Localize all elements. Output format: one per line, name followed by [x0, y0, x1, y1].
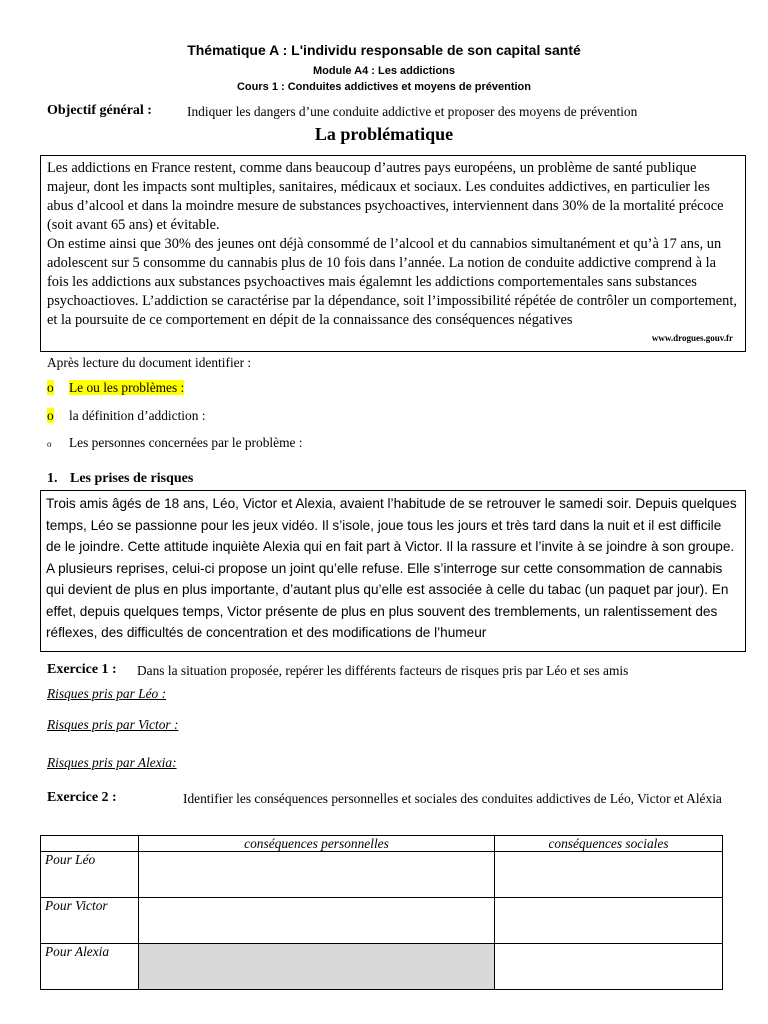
section-number: 1.	[47, 471, 58, 486]
objective-label: Objectif général :	[47, 103, 152, 118]
table-row	[41, 898, 723, 944]
answer-cell-personal[interactable]	[139, 898, 495, 944]
risk-leo: Risques pris par Léo :	[47, 686, 167, 701]
instruction-text: la définition d’addiction :	[69, 408, 206, 423]
section-heading: Les prises de risques	[70, 471, 194, 486]
bullet-icon: o	[47, 380, 54, 395]
bullet-icon: o	[47, 439, 52, 449]
answer-cell-social[interactable]	[495, 898, 723, 944]
answer-cell-personal[interactable]	[139, 852, 495, 898]
exercise-2-text: Identifier les conséquences personnelles et sociales des conduites addictives de Léo, Victor et Aléxia	[183, 791, 722, 806]
table-row	[41, 852, 723, 898]
instruction-text: Le ou les problèmes :	[69, 380, 185, 395]
scenario-box: Trois amis âgés de 18 ans, Léo, Victor et Alexia, avaient l’habitude de se retrouver le samedi soir. Depuis quelques temps, Léo se passionne pour les jeux vidéo. Il s’isole, joue tous les jours et très tard dans la nuit et il est difficile de le joindre. Cette attitude inquiète Alexia qui en fait part à Victor. Il la rassure et l’invite à se joindre à son groupe. A plusieurs reprises, celui-ci propose un joint qu’elle refuse. Elle s’interroge sur cette consommation de cannabis qui devient de plus en plus importante, d’autant plus qu’elle est associée à celle du tabac (un paquet par jour). En effet, depuis quelques temps, Victor présente de plus en plus souvent des tremblements, un ralentissement des réflexes, des difficultés de concentration et des modifications de l’humeur	[40, 490, 746, 652]
answer-cell-personal[interactable]	[139, 944, 495, 990]
section-title: La problématique	[314, 124, 454, 144]
risk-victor: Risques pris par Victor :	[47, 717, 179, 732]
instruction-item	[47, 380, 184, 396]
exercise-1-text: Dans la situation proposée, repérer les différents facteurs de risques pris par Léo et ses amis	[137, 663, 629, 678]
module-title: Module A4 : Les addictions	[313, 65, 455, 77]
row-label: Pour Léo	[41, 852, 139, 898]
table-header-row	[41, 836, 723, 852]
table-header: conséquences personnelles	[139, 836, 495, 852]
document-paragraph-2: On estime ainsi que 30% des jeunes ont déjà consommé de l’alcool et du cannabios simultanément et qu’à 17 ans, un adolescent sur 5 consomme du cannabis plus de 10 fois dans l’année. La notion de conduite addictive comprend à la fois les addictions aux substances psychoactives mais égalemnt les addictions comportementales sans substances psychoactioves. L’addiction se caractérise par la dépendance, soit l’impossibilité répétée de contrôler un comportement, et la poursuite de ce comportement en dépit de la connaissance des conséquences négatives	[47, 236, 737, 328]
answer-cell-social[interactable]	[495, 944, 723, 990]
document-box	[40, 155, 746, 352]
instruction-item	[47, 435, 303, 451]
course-title: Cours 1 : Conduites addictives et moyens de prévention	[236, 81, 531, 93]
table-header	[41, 836, 139, 852]
theme-title: Thématique A : L'individu responsable de son capital santé	[187, 42, 581, 58]
table-header: conséquences sociales	[495, 836, 723, 852]
bullet-icon: o	[47, 408, 54, 423]
instructions-intro: Après lecture du document identifier :	[47, 355, 252, 370]
instruction-text: Les personnes concernées par le problème :	[69, 435, 303, 450]
document-source: www.drogues.gouv.fr	[651, 333, 733, 343]
objective-text: Indiquer les dangers d’une conduite addictive et proposer des moyens de prévention	[187, 104, 638, 119]
table-row	[41, 944, 723, 990]
row-label: Pour Victor	[41, 898, 139, 944]
exercise-2-label: Exercice 2 :	[47, 790, 117, 805]
row-label: Pour Alexia	[41, 944, 139, 990]
consequences-table	[40, 835, 723, 990]
risk-alexia: Risques pris par Alexia:	[47, 755, 177, 770]
document-paragraph-1: Les addictions en France restent, comme dans beaucoup d’autres pays européens, un problème de santé publique majeur, dont les impacts sont multiples, sanitaires, médicaux et sociaux. Les conduites addictives, en particulier les abus d’alcool et dans la moindre mesure de substances psychoactives, interviennent dans 30% de la mortalité précoce (soit avant 65 ans) et évitable.	[47, 160, 724, 233]
answer-cell-social[interactable]	[495, 852, 723, 898]
exercise-1-label: Exercice 1 :	[47, 662, 117, 677]
instruction-item	[47, 408, 205, 424]
